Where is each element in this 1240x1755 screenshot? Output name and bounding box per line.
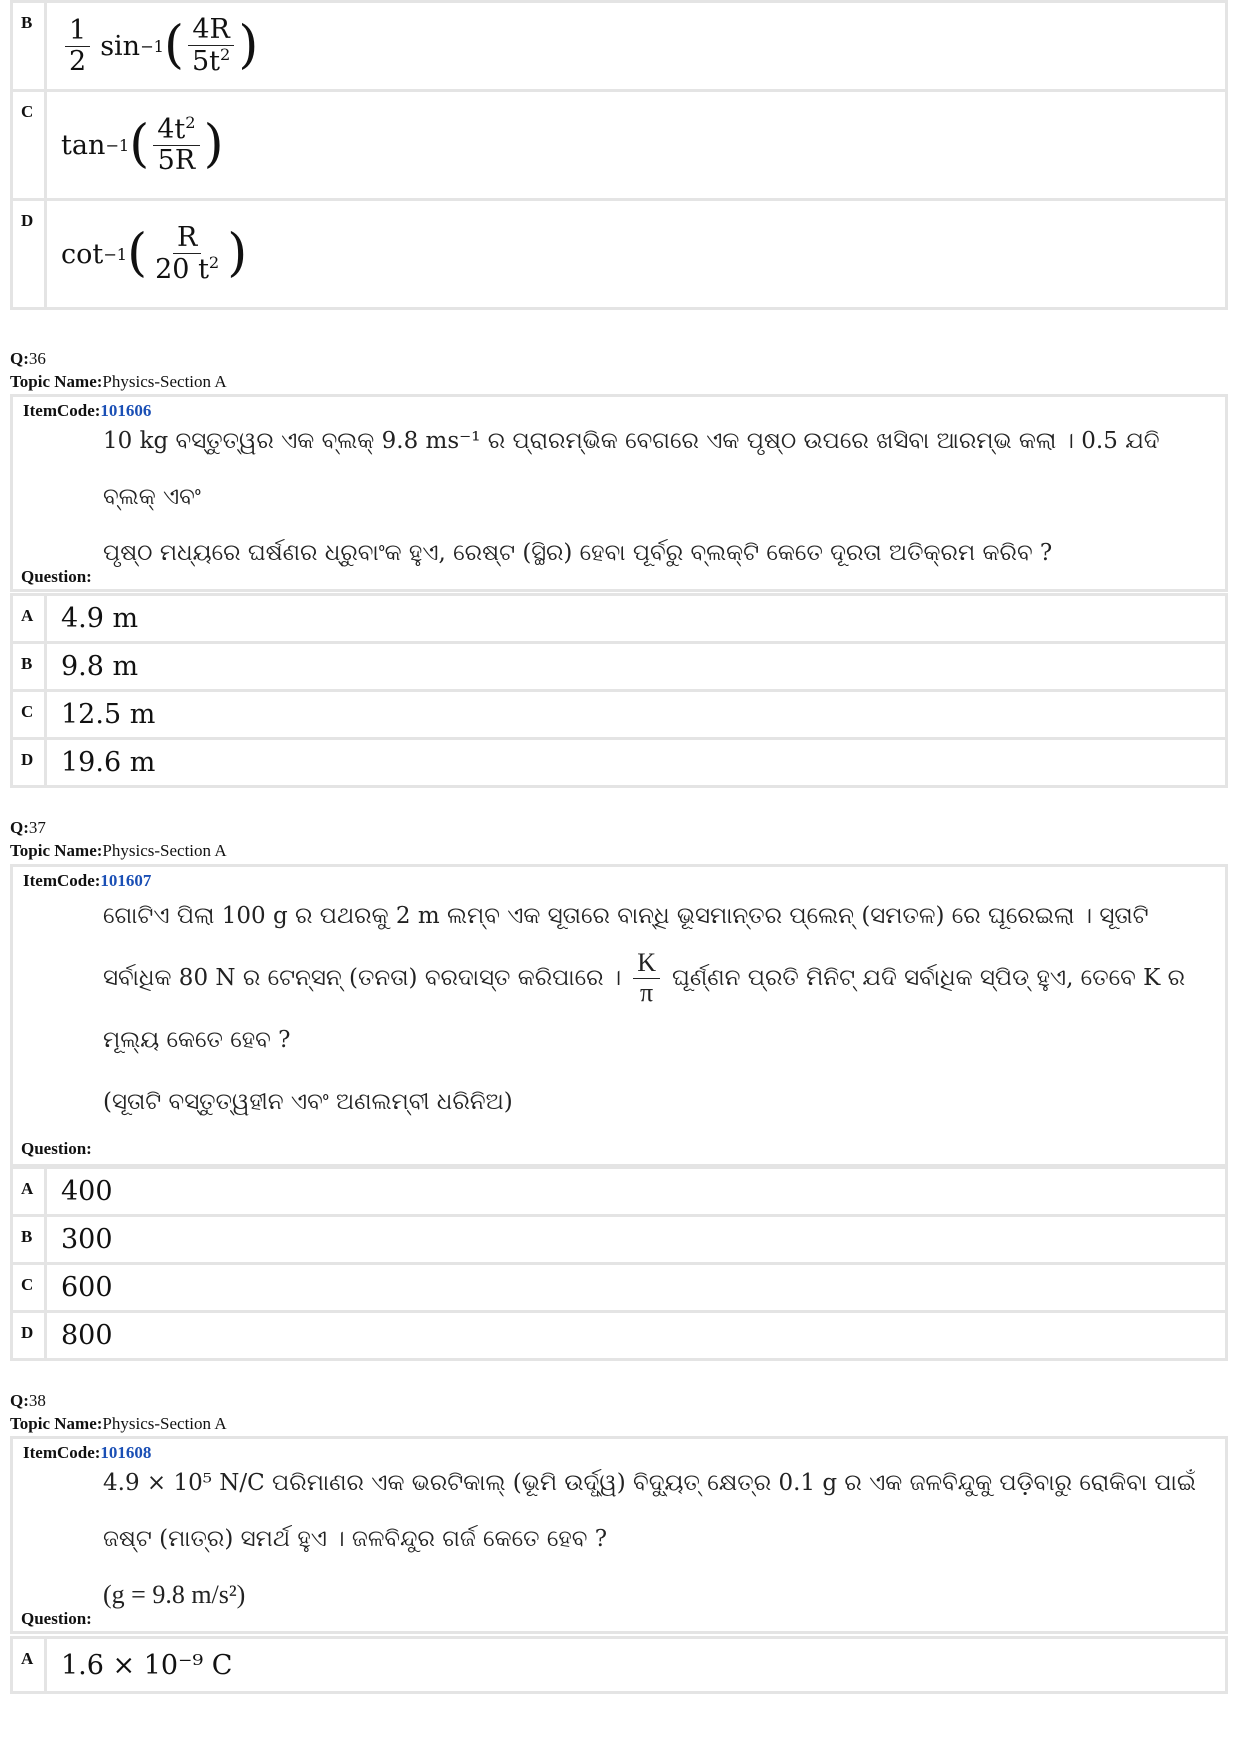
option-text: 400 <box>61 1176 113 1207</box>
option-row-c[interactable] <box>13 92 1225 198</box>
option-text: 19.6 m <box>61 747 156 778</box>
option-row-d[interactable] <box>13 1313 1225 1358</box>
question-text: 10 kg ବସ୍ତୁତ୍ୱର ଏକ ବ୍ଲକ୍ 9.8 ms⁻¹ ର ପ୍ରାରମ୍ଭିକ ବେଗରେ ଏକ ପୃଷ୍ଠ ଉପରେ ଖସିବା ଆରମ୍ଭ କଲା । 0.5 ଯଦି ବ୍ଲକ୍ ଏବଂ ପୃଷ୍ଠ ମଧ୍ୟରେ ଘର୍ଷଣର ଧ୍ରୁବାଂକ ହୁଏ, ରେଷ୍ଟ (ସ୍ଥିର) ହେବା ପୂର୍ବରୁ ବ୍ଲକ୍‌ଟି କେତେ ଦୂରତା ଅତିକ୍ରମ କରିବ ? <box>103 428 1160 566</box>
option-row-a[interactable] <box>13 1169 1225 1214</box>
question-box <box>10 1436 1228 1634</box>
option-letter: B <box>13 3 47 89</box>
option-letter: D <box>13 1313 47 1358</box>
prev-options-box <box>10 0 1228 310</box>
option-text: 300 <box>61 1224 113 1255</box>
option-row-c[interactable] <box>13 1265 1225 1310</box>
option-text: 9.8 m <box>61 651 139 682</box>
option-letter: C <box>13 1265 47 1310</box>
item-code: ItemCode:101606 <box>23 401 152 420</box>
topic-name: Physics-Section A <box>102 1414 227 1433</box>
fraction-arg: $\frac{4R}{5t^2}$ <box>188 15 234 76</box>
option-row-d[interactable] <box>13 740 1225 785</box>
options-box <box>10 1636 1228 1694</box>
question-number: 38 <box>28 1391 46 1410</box>
option-expression: $\frac{1}{2}$ sin −1 ( $\frac{4R}{5t^2}$ ) <box>47 3 1225 89</box>
question-label: Question: <box>21 567 92 586</box>
option-letter: C <box>13 692 47 737</box>
option-expression: tan −1 ( $\frac{4t^2}{5R}$ ) <box>61 113 224 176</box>
question-box <box>10 394 1228 592</box>
fraction-arg: $\frac{R}{20 t^2}$ <box>155 222 220 285</box>
question-label: Question: <box>21 1609 92 1628</box>
option-text: 4.9 m <box>61 603 139 634</box>
option-letter: B <box>13 1217 47 1262</box>
option-row-c[interactable] <box>13 692 1225 737</box>
question-label: Question: <box>21 1139 92 1158</box>
option-text: 800 <box>61 1320 113 1351</box>
question-number: 37 <box>28 818 46 837</box>
option-row-b[interactable] <box>13 644 1225 689</box>
options-box <box>10 593 1228 788</box>
question-number: 36 <box>28 349 46 368</box>
option-row-a[interactable] <box>13 1639 1225 1691</box>
fraction-half: $\frac{1}{2}$ <box>65 16 90 76</box>
option-letter: C <box>13 92 47 198</box>
question-text: 4.9 × 10⁵ N/C ପରିମାଣର ଏକ ଭରଟିକାଲ୍ (ଭୂମି ଉର୍ଦ୍ଧ୍ୱ) ବିଦ୍ୟୁତ୍ କ୍ଷେତ୍ର 0.1 g ର ଏକ ଜଳବିନ୍ଦୁକୁ ପଡ଼ିବାରୁ ରୋକିବା ପାଇଁ ଜଷ୍ଟ (ମାତ୍ର) ସମର୍ଥ ହୁଏ । ଜଳବିନ୍ଦୁର ଗର୍ଜ କେତେ ହେବ ? (g = 9.8 m/s²) <box>103 1470 1196 1609</box>
fraction-k-pi: $\frac{K}{\pi}$ <box>633 949 660 1007</box>
topic-name: Physics-Section A <box>102 372 227 391</box>
option-letter: B <box>13 644 47 689</box>
question-header: Q:37 Topic Name:Physics-Section A <box>10 818 227 860</box>
function-name: tan <box>61 129 106 161</box>
option-letter: D <box>13 740 47 785</box>
option-row-a[interactable] <box>13 596 1225 641</box>
option-letter: A <box>13 596 47 641</box>
question-header: Q:36 Topic Name:Physics-Section A <box>10 349 227 391</box>
fraction-arg: $\frac{4t^2}{5R}$ <box>153 114 199 175</box>
option-text: 600 <box>61 1272 113 1303</box>
option-text: 12.5 m <box>61 699 156 730</box>
item-code: ItemCode:101607 <box>23 871 152 890</box>
option-row-d[interactable] <box>13 201 1225 307</box>
option-row-b[interactable] <box>13 1217 1225 1262</box>
question-box <box>10 864 1228 1167</box>
options-box <box>10 1166 1228 1361</box>
option-letter: A <box>13 1169 47 1214</box>
question-header: Q:38 Topic Name:Physics-Section A <box>10 1391 227 1433</box>
topic-name: Physics-Section A <box>102 841 227 860</box>
function-name: cot <box>61 238 104 270</box>
option-letter: A <box>13 1639 47 1691</box>
option-text: 1.6 × 10⁻⁹ C <box>61 1649 233 1681</box>
option-expression: cot −1 ( $\frac{R}{20 t^2}$ ) <box>61 222 248 285</box>
option-row-b[interactable] <box>13 3 1225 89</box>
option-letter: D <box>13 201 47 307</box>
item-code: ItemCode:101608 <box>23 1443 152 1462</box>
question-text: ଗୋଟିଏ ପିଲା 100 g ର ପଥରକୁ 2 m ଲମ୍ବ ଏକ ସୂତାରେ ବାନ୍ଧି ଭୂସମାନ୍ତର ପ୍ଲେନ୍ (ସମତଳ) ରେ ଘୂରେଇଲା । ସୂତାଟି ସର୍ବାଧିକ 80 N ର ଟେନ୍‌ସନ୍ (ତନତା) ବରଦାସ୍ତ କରିପାରେ । $\frac{K}{\pi}$ ଘୂର୍ଣ୍ଣନ ପ୍ରତି ମିନିଟ୍ ଯଦି ସର୍ବାଧିକ ସ୍ପିଡ୍ ହୁଏ, ତେବେ K ର ମୂଲ୍ୟ କେତେ ହେବ ? (ସୂତାଟି ବସ୍ତୁତ୍ୱହୀନ ଏବଂ ଅଣଲମ୍ବୀ ଧରିନିଅ) <box>103 903 1186 1115</box>
function-name: sin <box>100 30 141 62</box>
